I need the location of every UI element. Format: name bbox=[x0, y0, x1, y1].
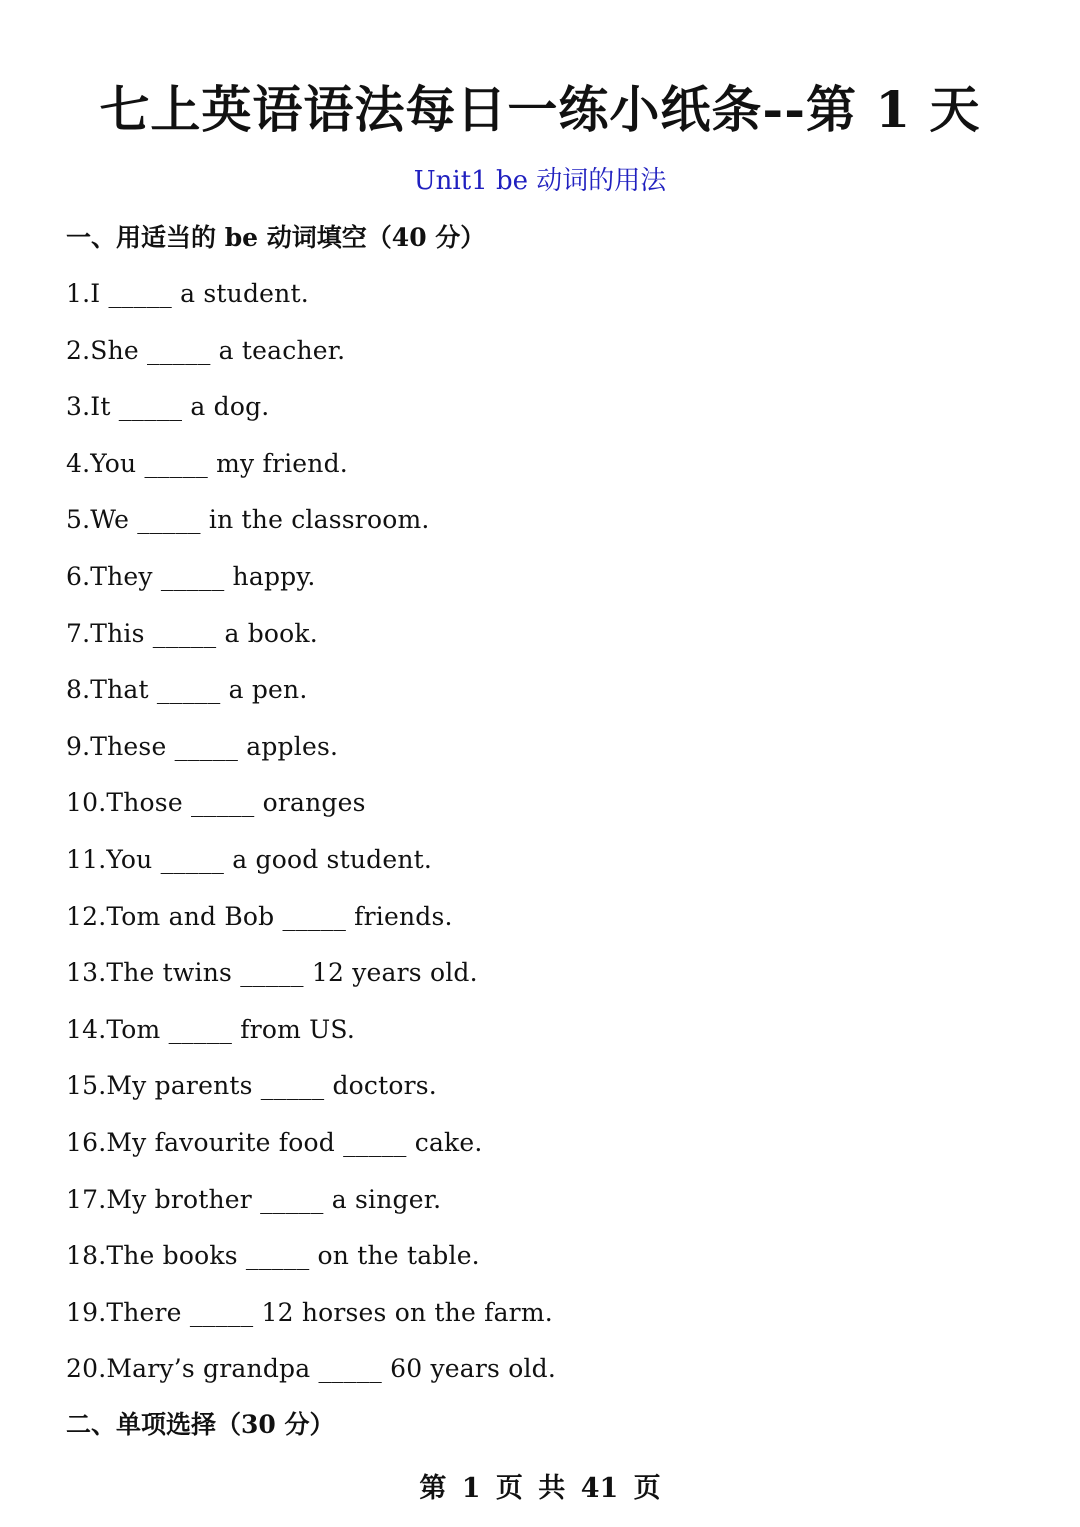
question-17: 17.My brother _____ a singer. bbox=[66, 1184, 442, 1214]
page-title: 七上英语语法每日一练小纸条--第 1 天 bbox=[99, 80, 981, 139]
question-9: 9.These _____ apples. bbox=[66, 731, 339, 761]
page-footer: 第 1 页 共 41 页 bbox=[419, 1473, 661, 1504]
question-20: 20.Mary’s grandpa _____ 60 years old. bbox=[66, 1354, 557, 1384]
question-2: 2.She _____ a teacher. bbox=[66, 335, 346, 365]
question-19: 19.There _____ 12 horses on the farm. bbox=[66, 1297, 553, 1327]
question-8: 8.That _____ a pen. bbox=[66, 675, 308, 705]
question-10: 10.Those _____ oranges bbox=[66, 788, 366, 818]
question-18: 18.The books _____ on the table. bbox=[66, 1241, 480, 1271]
question-3: 3.It _____ a dog. bbox=[66, 392, 270, 422]
question-1: 1.I _____ a student. bbox=[66, 279, 309, 308]
question-5: 5.We _____ in the classroom. bbox=[66, 505, 430, 535]
question-12: 12.Tom and Bob _____ friends. bbox=[66, 901, 453, 931]
question-list bbox=[66, 277, 556, 1409]
question-11: 11.You _____ a good student. bbox=[66, 844, 433, 874]
question-16: 16.My favourite food _____ cake. bbox=[66, 1127, 483, 1157]
question-7: 7.This _____ a book. bbox=[66, 618, 318, 648]
question-13: 13.The twins _____ 12 years old. bbox=[66, 958, 478, 988]
subtitle: Unit1 be 动词的用法 bbox=[413, 166, 667, 196]
question-4: 4.You _____ my friend. bbox=[66, 448, 348, 478]
question-6: 6.They _____ happy. bbox=[66, 561, 316, 591]
question-14: 14.Tom _____ from US. bbox=[66, 1014, 356, 1044]
section-heading-2: 二、单项选择（30 分） bbox=[66, 1410, 335, 1439]
question-15: 15.My parents _____ doctors. bbox=[66, 1071, 437, 1101]
section-heading-1: 一、用适当的 be 动词填空（40 分） bbox=[66, 223, 486, 252]
